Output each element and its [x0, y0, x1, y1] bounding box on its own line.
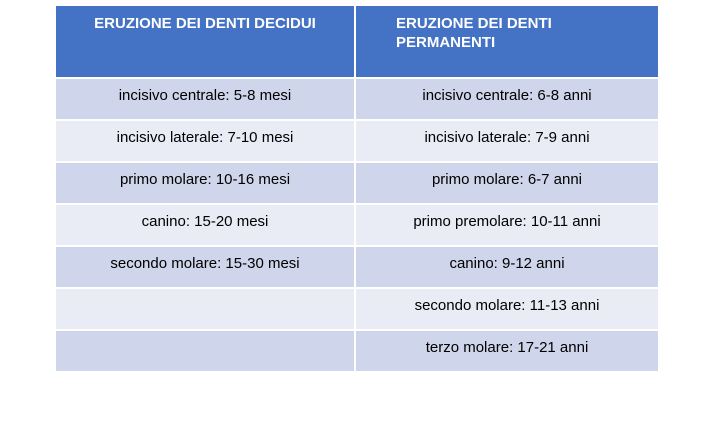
cell-permanent: incisivo laterale: 7-9 anni [424, 129, 590, 146]
cell-deciduous: incisivo laterale: 7-10 mesi [56, 121, 356, 161]
cell-permanent: primo molare: 6-7 anni [431, 171, 583, 188]
table-row [56, 331, 658, 373]
table-row [56, 289, 658, 331]
table-row [56, 79, 658, 121]
table-row [56, 205, 658, 247]
cell-deciduous: canino: 15-20 mesi [56, 205, 356, 245]
cell-permanent: terzo molare: 17-21 anni [425, 339, 589, 356]
cell-deciduous: incisivo centrale: 5-8 mesi [56, 79, 356, 119]
cell-deciduous: secondo molare: 15-30 mesi [56, 247, 356, 287]
header-permanent: ERUZIONE DEI DENTI PERMANENTI [396, 15, 552, 51]
cell-deciduous [56, 331, 356, 371]
cell-permanent: canino: 9-12 anni [449, 255, 565, 272]
cell-deciduous [56, 289, 356, 329]
table-row [56, 163, 658, 205]
table-row [56, 121, 658, 163]
cell-permanent: secondo molare: 11-13 anni [414, 297, 600, 314]
cell-permanent: primo premolare: 10-11 anni [413, 213, 601, 230]
cell-permanent: incisivo centrale: 6-8 anni [422, 87, 592, 104]
eruption-table [56, 6, 658, 373]
table-row [56, 247, 658, 289]
table-header-row [56, 6, 658, 79]
cell-deciduous: primo molare: 10-16 mesi [56, 163, 356, 203]
header-deciduous: ERUZIONE DEI DENTI DECIDUI [56, 6, 356, 77]
